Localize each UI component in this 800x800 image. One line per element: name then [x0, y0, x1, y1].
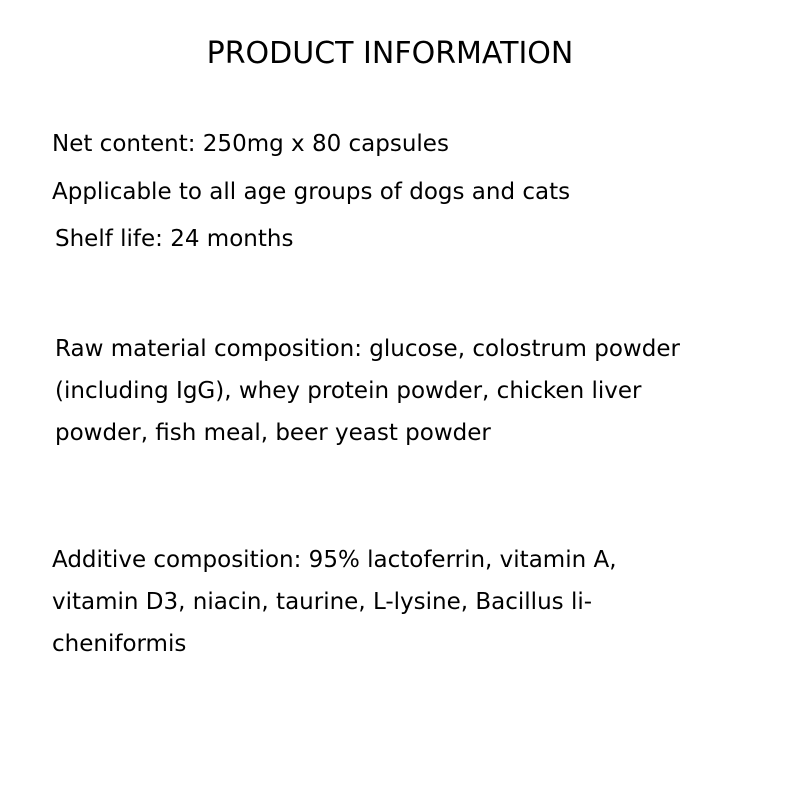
- raw-material-line: powder, fish meal, beer yeast powder: [55, 420, 491, 446]
- additive-line: cheniformis: [52, 631, 187, 657]
- additive-line: vitamin D3, niacin, taurine, L-lysine, Bacillus li-: [52, 589, 593, 615]
- additive-composition: [52, 539, 752, 665]
- applicable-text: Applicable to all age groups of dogs and cats: [52, 179, 571, 205]
- raw-material-line: (including IgG), whey protein powder, chicken liver: [55, 378, 642, 404]
- net-content-text: Net content: 250mg x 80 capsules: [52, 131, 449, 157]
- raw-material-line: Raw material composition: glucose, colostrum powder: [55, 336, 680, 362]
- additive-line: Additive composition: 95% lactoferrin, vitamin A,: [52, 547, 617, 573]
- raw-material-composition: [55, 328, 755, 454]
- shelf-life-text: Shelf life: 24 months: [55, 226, 294, 252]
- page-title: PRODUCT INFORMATION: [206, 36, 574, 71]
